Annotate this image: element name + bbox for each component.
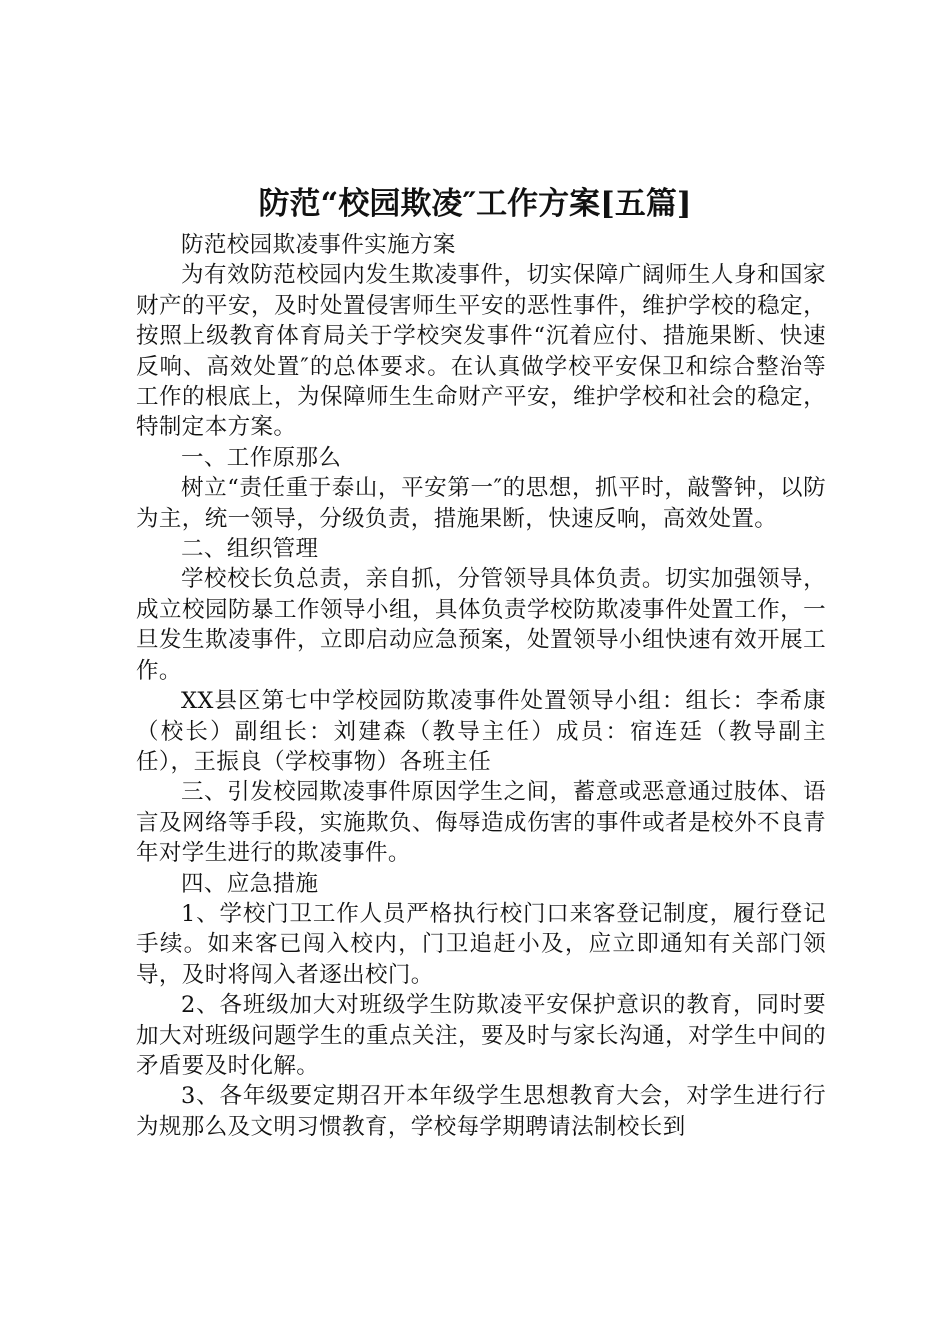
emergency-item-3: 3、各年级要定期召开本年级学生思想教育大会，对学生进行行为规那么及文明习惯教育，学校每学期聘请法制校长到 xyxy=(136,1083,826,1140)
principles-paragraph: 树立“责任重于泰山，平安第一″的思想，抓平时，敲警钟，以防为主，统一领导，分级负责，措施果断，快速反响，高效处置。 xyxy=(136,475,826,532)
emergency-item-1: 1、学校门卫工作人员严格执行校门口来客登记制度，履行登记手续。如来客已闯入校内，门卫追赶小及，应立即通知有关部门领导，及时将闯入者逐出校门。 xyxy=(136,900,826,988)
document-title: 防范“校园欺凌″工作方案[五篇] xyxy=(258,186,692,222)
leadership-group-paragraph: XX县区第七中学校园防欺凌事件处置领导小组：组长：李希康（校长）副组长：刘建森（教导主任）成员：宿连廷（教导副主任），王振良（学校事物）各班主任 xyxy=(136,688,826,775)
section-heading-organization: 二、组织管理 xyxy=(181,536,319,563)
subtitle-paragraph: 防范校园欺凌事件实施方案 xyxy=(181,232,456,258)
section-heading-emergency: 四、应急措施 xyxy=(181,870,319,897)
document-body xyxy=(136,230,826,1142)
causes-paragraph: 三、引发校园欺凌事件原因学生之间，蓄意或恶意通过肢体、语言及网络等手段，实施欺负、侮辱造成伤害的事件或者是校外不良青年对学生进行的欺凌事件。 xyxy=(136,779,826,867)
organization-paragraph: 学校校长负总责，亲自抓，分管领导具体负责。切实加强领导，成立校园防暴工作领导小组，具体负责学校防欺凌事件处置工作，一旦发生欺凌事件，立即启动应急预案，处置领导小组快速有效开展工作。 xyxy=(136,566,826,684)
section-heading-principles: 一、工作原那么 xyxy=(181,444,342,471)
intro-paragraph: 为有效防范校园内发生欺凌事件，切实保障广阔师生人身和国家财产的平安，及时处置侵害师生平安的恶性事件，维护学校的稳定，按照上级教育体育局关于学校突发事件“沉着应付、措施果断、快速反响、高效处置″的总体要求。在认真做学校平安保卫和综合整治等工作的根底上，为保障师生生命财产平安，维护学校和社会的稳定，特制定本方案。 xyxy=(136,262,826,441)
emergency-item-2: 2、各班级加大对班级学生防欺凌平安保护意识的教育，同时要加大对班级问题学生的重点关注，要及时与家长沟通，对学生中间的矛盾要及时化解。 xyxy=(136,992,826,1079)
